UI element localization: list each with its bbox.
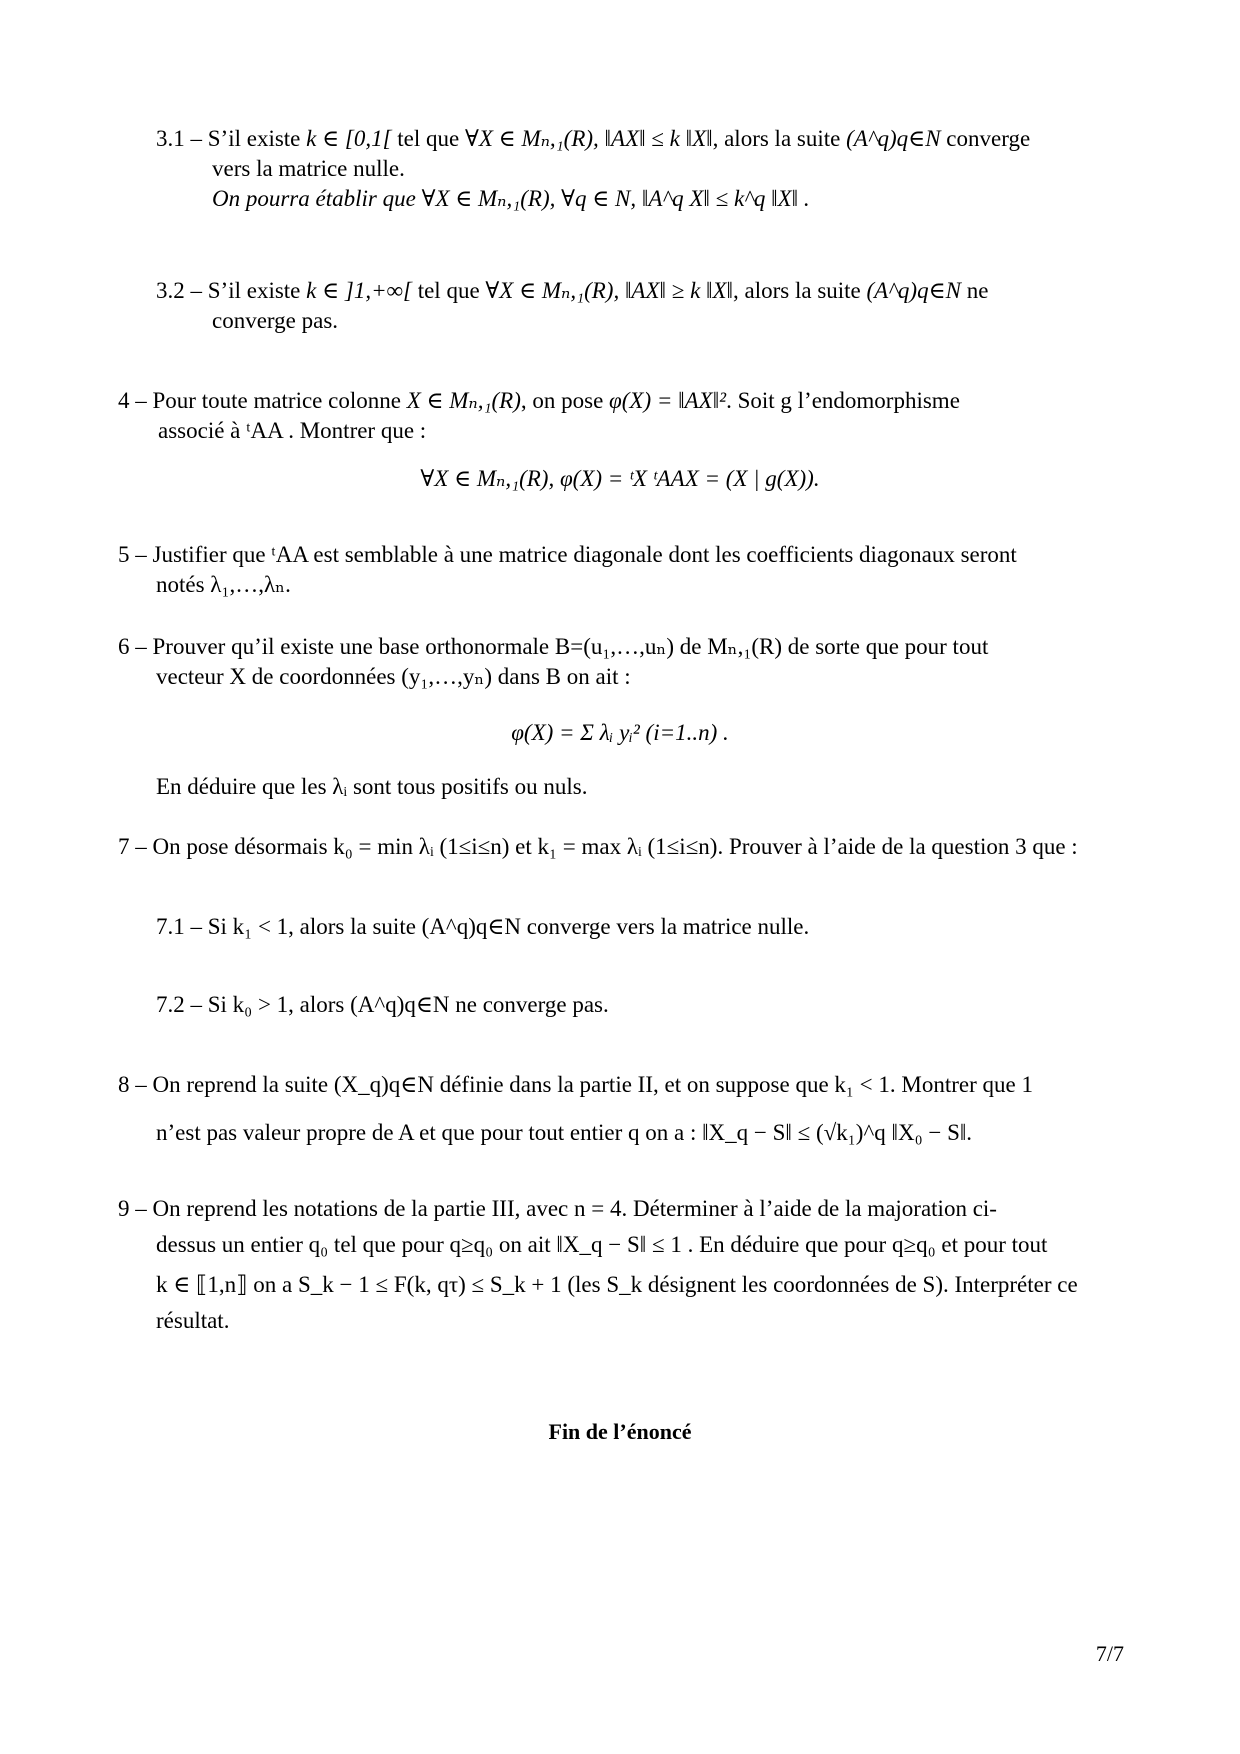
question-9-line-3: k ∈ ⟦1,n⟧ on a S_k − 1 ≤ F(k, qτ) ≤ S_k + 1 (les S_k désignent les coordonnées de S). Interpréter ce xyxy=(156,1271,1078,1297)
question-5 xyxy=(118,540,1124,600)
question-4-line-1: 4 – Pour toute matrice colonne X ∈ Mₙ,₁(R), on pose φ(X) = ‖AX‖². Soit g l’endomorphisme xyxy=(118,388,960,413)
question-7 xyxy=(118,832,1124,862)
question-8 xyxy=(118,1070,1124,1148)
question-3-1-line-2: vers la matrice nulle. xyxy=(212,155,405,181)
question-8-line-1: 8 – On reprend la suite (X_q)q∈N définie dans la partie II, et on suppose que k₁ < 1. Montrer que 1 xyxy=(118,1072,1033,1097)
question-3-1 xyxy=(156,124,1124,214)
question-4-line-2: associé à ᵗAA . Montrer que : xyxy=(158,417,427,443)
question-7-2: 7.2 – Si k₀ > 1, alors (A^q)q∈N ne converge pas. xyxy=(156,992,609,1017)
question-9-line-1: 9 – On reprend les notations de la partie III, avec n = 4. Déterminer à l’aide de la majoration ci- xyxy=(118,1196,997,1221)
question-6-line-1: 6 – Prouver qu’il existe une base orthonormale B=(u₁,…,uₙ) de Mₙ,₁(R) de sorte que pour tout xyxy=(118,634,989,659)
question-7-1: 7.1 – Si k₁ < 1, alors la suite (A^q)q∈N converge vers la matrice nulle. xyxy=(156,914,810,939)
question-3-2-line-2: converge pas. xyxy=(212,307,339,333)
question-5-line-2: notés λ₁,…,λₙ. xyxy=(156,571,291,597)
question-3-1-line-1: 3.1 – S’il existe k ∈ [0,1[ tel que ∀X ∈ Mₙ,₁(R), ‖AX‖ ≤ k ‖X‖, alors la suite (A^q)q∈N converge xyxy=(156,126,1031,151)
question-7-line-1: 7 – On pose désormais k₀ = min λᵢ (1≤i≤n) et k₁ = max λᵢ (1≤i≤n). Prouver à l’aide de la question 3 que : xyxy=(118,834,1078,859)
question-8-line-2: n’est pas valeur propre de A et que pour tout entier q on a : ‖X_q − S‖ ≤ (√k₁)^q ‖X₀ − S‖. xyxy=(156,1119,973,1145)
question-4 xyxy=(118,386,1124,446)
question-6-display-formula: φ(X) = Σ λᵢ yᵢ² (i=1..n) . xyxy=(511,720,729,745)
question-3-2 xyxy=(156,276,1124,336)
question-6-line-2: vecteur X de coordonnées (y₁,…,yₙ) dans B on ait : xyxy=(156,663,631,689)
question-6 xyxy=(118,632,1124,692)
question-9 xyxy=(118,1194,1124,1336)
question-4-display-formula: ∀X ∈ Mₙ,₁(R), φ(X) = ᵗX ᵗAAX = (X | g(X)). xyxy=(420,466,820,491)
question-9-line-4: résultat. xyxy=(156,1307,230,1333)
question-9-line-2: dessus un entier q₀ tel que pour q≥q₀ on ait ‖X_q − S‖ ≤ 1 . En déduire que pour q≥q₀ et pour tout xyxy=(156,1231,1048,1257)
end-of-statement: Fin de l’énoncé xyxy=(548,1419,692,1444)
question-3-1-hint: On pourra établir que ∀X ∈ Mₙ,₁(R), ∀q ∈ N, ‖A^q X‖ ≤ k^q ‖X‖ . xyxy=(212,185,810,211)
question-6-line-3: En déduire que les λᵢ sont tous positifs ou nuls. xyxy=(156,774,588,799)
page-number: 7/7 xyxy=(1095,1641,1124,1666)
question-5-line-1: 5 – Justifier que ᵗAA est semblable à une matrice diagonale dont les coefficients diagonaux seront xyxy=(118,542,1017,567)
question-3-2-line-1: 3.2 – S’il existe k ∈ ]1,+∞[ tel que ∀X ∈ Mₙ,₁(R), ‖AX‖ ≥ k ‖X‖, alors la suite (A^q)q∈N ne xyxy=(156,278,989,303)
